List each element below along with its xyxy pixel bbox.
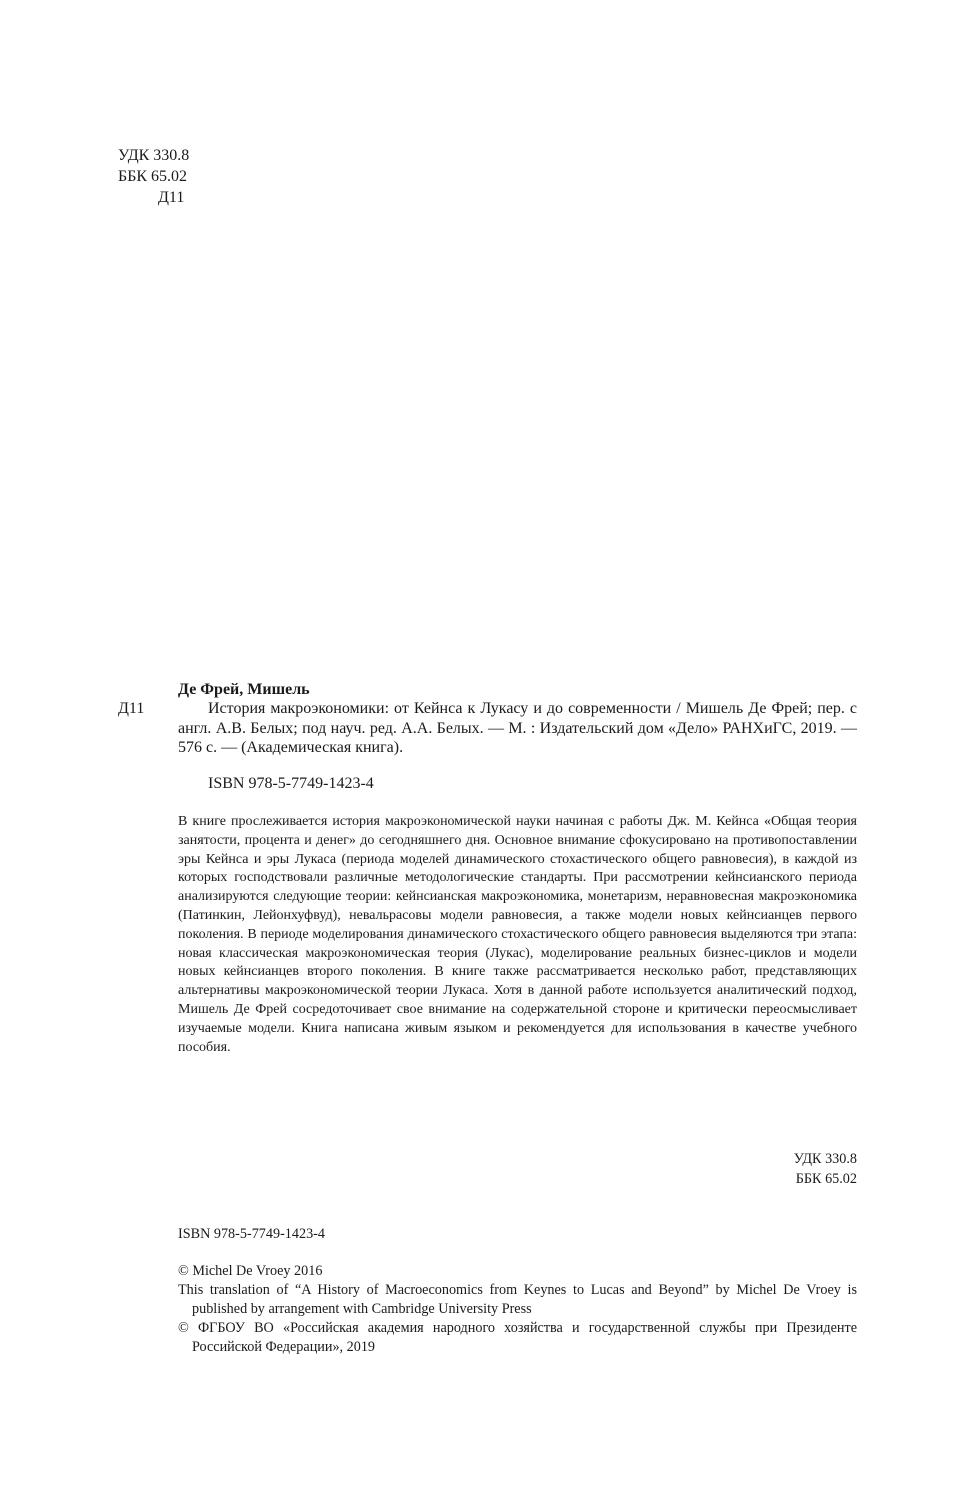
bottom-classification-codes xyxy=(700,1149,857,1189)
book-abstract: В книге прослеживается история макроэкономической науки начиная с работы Дж. М. Кейнса «Общая теория занятости, процента и денег» до сегодняшнего дня. Основное внимание сфокусировано на противопоставлении эры Кейнса и эры Лукаса (периода моделей динамического стохастического общего равновесия), в каждой из которых господствовали различные методологические стандарты. При рассмотрении кейнсианского периода анализируются следующие теории: кейнсианская макроэкономика, монетаризм, неравновесная макроэкономика (Патинкин, Лейонхуфвуд), невальрасовы модели равновесия, а также модели новых кейнсианцев первого поколения. В периоде моделирования динамического стохастического общего равновесия выделяются три этапа: новая классическая макроэкономическая теория (Лукас), моделирование реальных бизнес-циклов и модели новых кейнсианцев второго поколения. В книге также рассматривается несколько работ, представляющих альтернативы макроэкономической теории Лукаса. Хотя в данной работе используется аналитический подход, Мишель Де Фрей сосредоточивает свое внимание на содержательной стороне и критически переосмысливает изучаемые модели. Книга написана живым языком и рекомендуется для использования в качестве учебного пособия. xyxy=(178,814,857,1055)
record-cutter-code: Д11 xyxy=(118,700,145,717)
author-name: Де Фрей, Мишель xyxy=(178,681,310,698)
bibliographic-description: История макроэкономики: от Кейнса к Лукасу и до современности / Мишель Де Фрей; пер. с англ. А.В. Белых; под науч. ред. А.А. Белых. — М. : Издательский дом «Дело» РАНХиГС, 2019. — 576 с. — (Академическая книга). xyxy=(178,700,857,756)
udk-code: УДК 330.8 xyxy=(118,147,190,164)
udk-code-bottom: УДК 330.8 xyxy=(793,1151,857,1167)
copyright-block xyxy=(178,1262,857,1357)
top-classification-codes xyxy=(118,145,189,208)
bbk-code: ББК 65.02 xyxy=(118,168,188,185)
isbn: ISBN 978-5-7749-1423-4 xyxy=(178,1226,325,1242)
copyright-author: © Michel De Vroey 2016 xyxy=(178,1263,323,1279)
cutter-code: Д11 xyxy=(158,189,185,206)
translation-notice: This translation of “A History of Macroeconomics from Keynes to Lucas and Beyond” by Michel De Vroey is published by arrangement with Cambridge University Press xyxy=(178,1282,857,1317)
bbk-code-bottom: ББК 65.02 xyxy=(795,1171,857,1187)
copyright-publisher: © ФГБОУ ВО «Российская академия народного хозяйства и государственной службы при Президенте Российской Федерации», 2019 xyxy=(178,1320,857,1355)
record-isbn: ISBN 978-5-7749-1423-4 xyxy=(208,775,374,792)
